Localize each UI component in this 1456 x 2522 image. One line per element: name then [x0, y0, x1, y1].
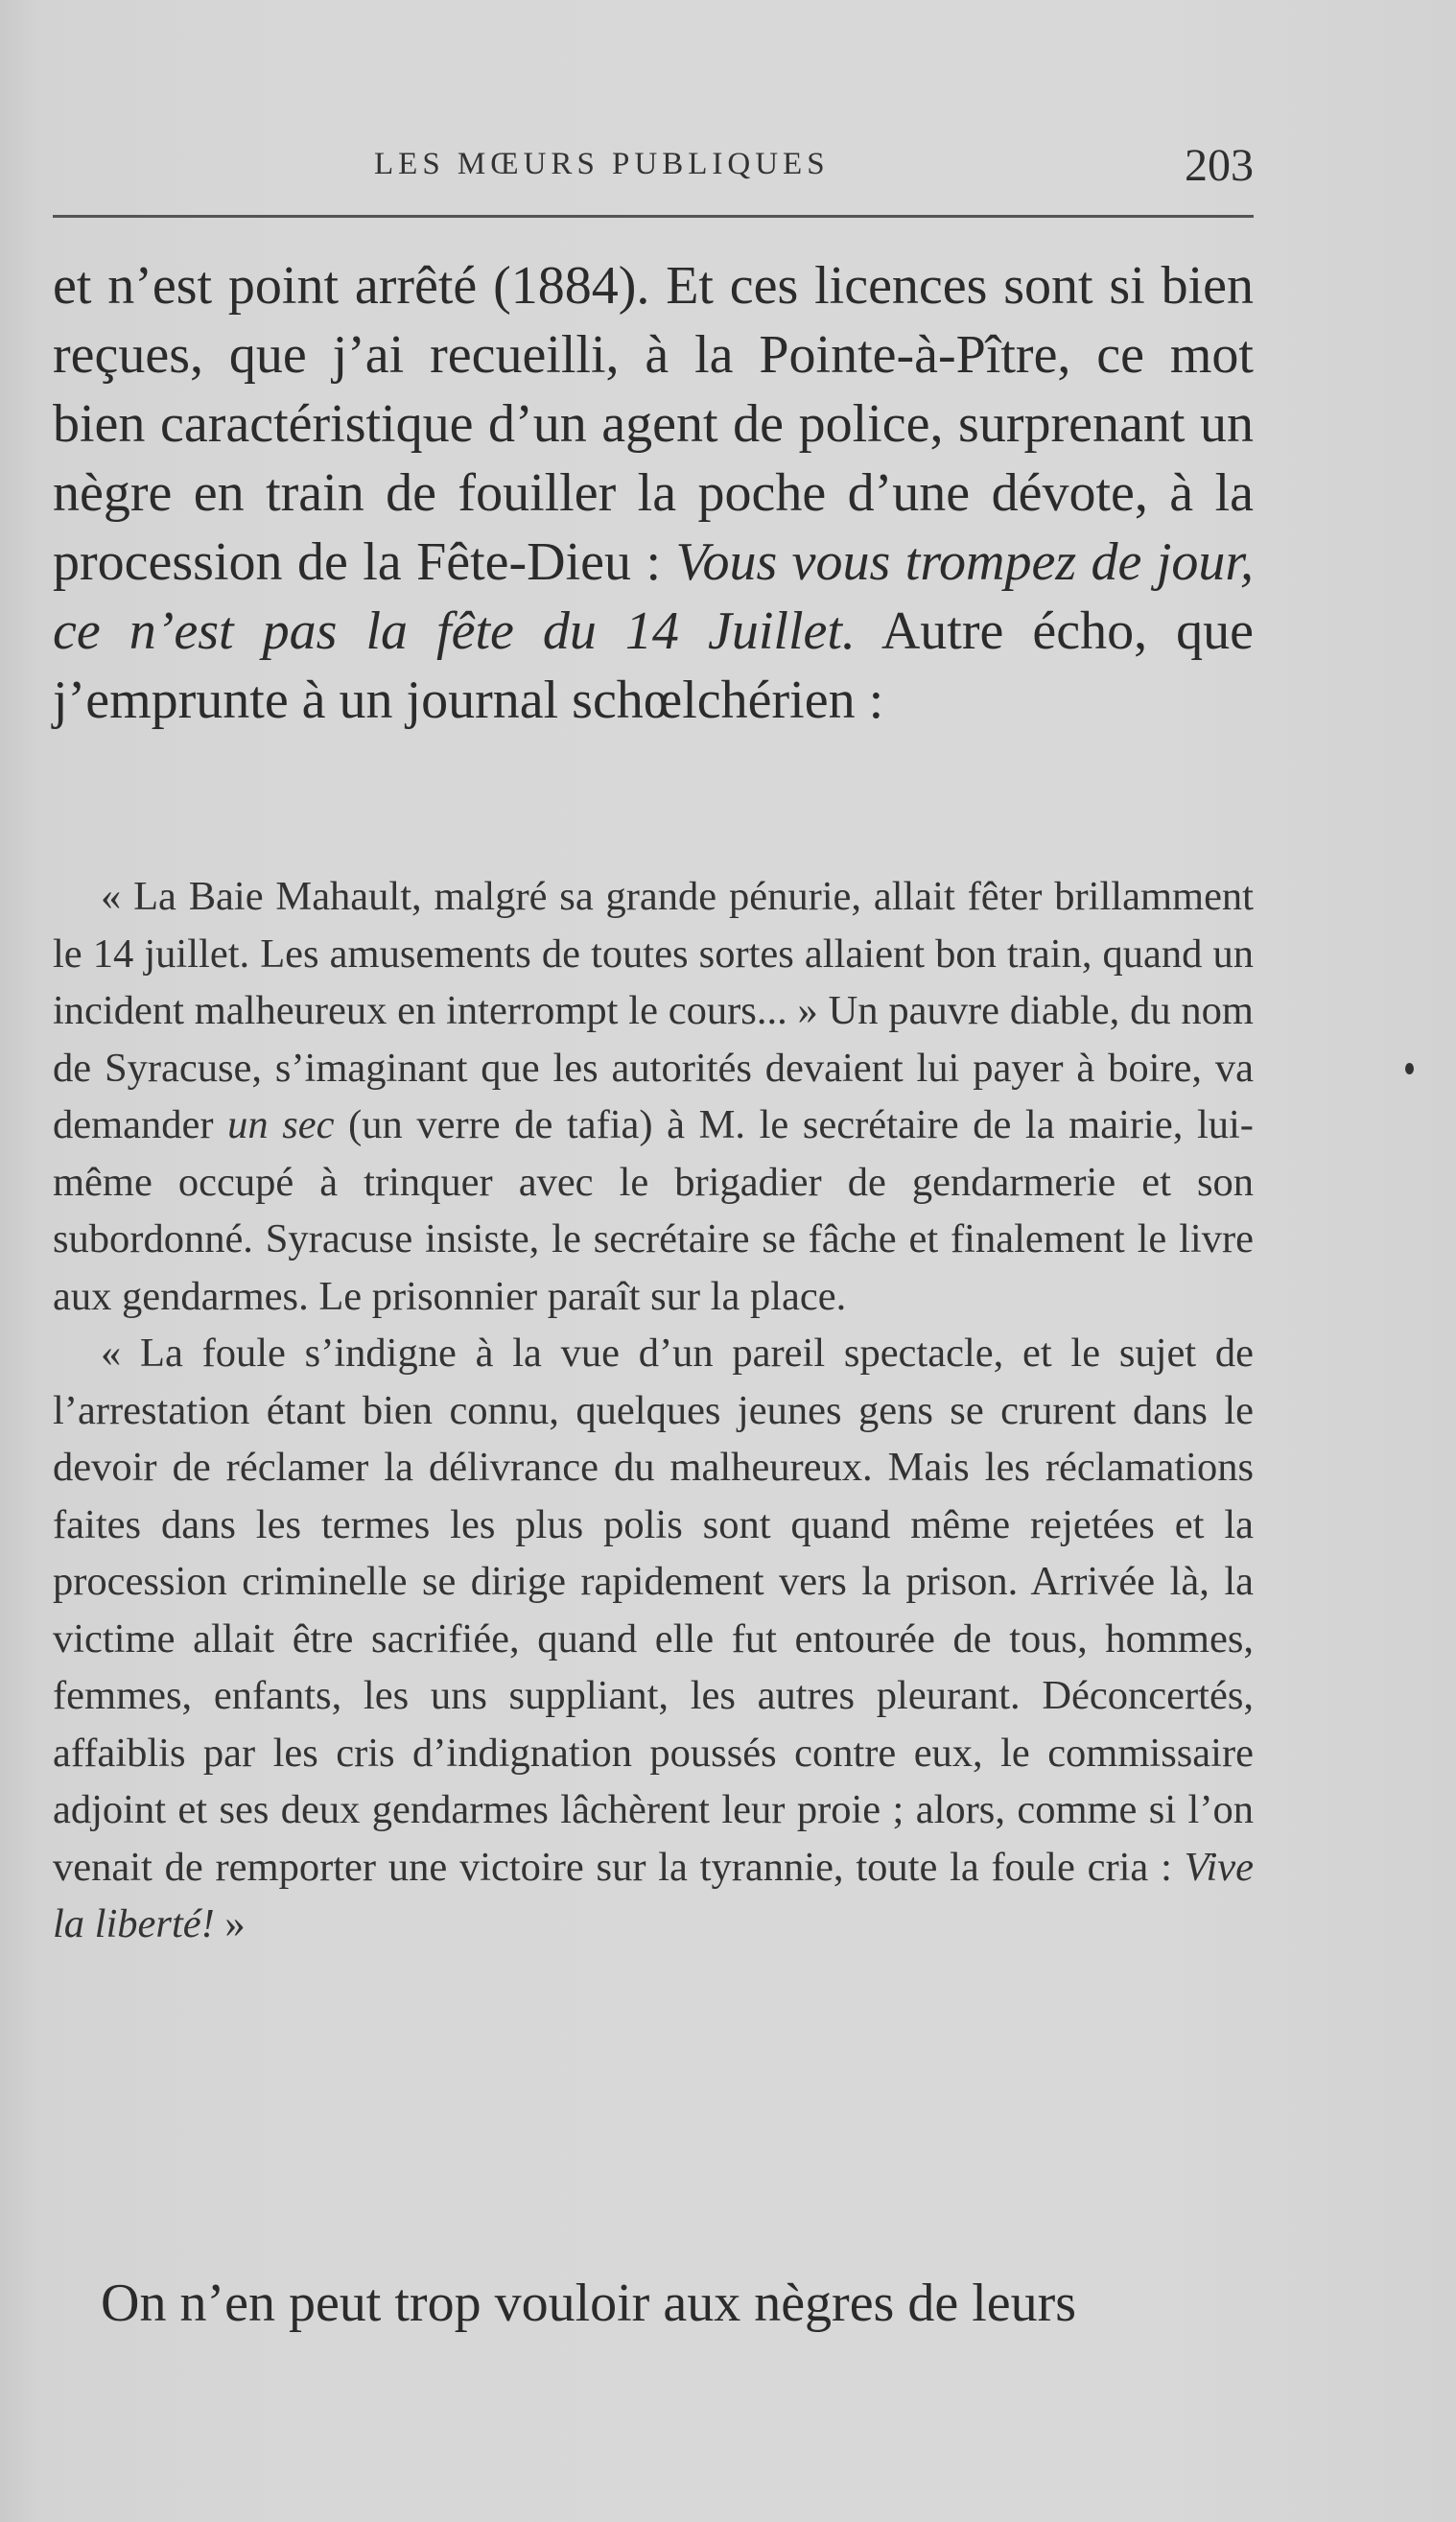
paragraph-1-end: Autre écho, que j’emprunte à un journal schœlchérien :	[53, 601, 1254, 730]
running-title: LES MŒURS PUBLIQUES	[374, 147, 830, 181]
header-rule	[53, 215, 1254, 218]
police-quote: Vous vous trompez de jour, ce n’est pas la fête du 14 Juillet.	[53, 532, 1254, 661]
quote-2-end: »	[214, 1901, 246, 1946]
body-paragraph	[53, 251, 1254, 735]
paragraph-1	[53, 251, 1254, 735]
block-quote	[53, 868, 1254, 1953]
final-line: On n’en peut trop vouloir aux nègres de leurs	[101, 2274, 1077, 2333]
paragraph-1-start: et n’est point arrêté (1884). Et ces licences sont si bien reçues, que j’ai recueilli, à la Pointe-à-Pître, ce mot bien caractéristique d’un agent de police, surprenant un nègre en train de fouiller la poche d’une dévote, à la procession de la Fête-Dieu :	[53, 256, 1254, 592]
final-paragraph	[53, 2269, 1254, 2338]
ink-speck	[1405, 1063, 1414, 1074]
quote-2-italic: Vive la liberté!	[53, 1844, 1254, 1946]
quote-paragraph-2	[53, 1325, 1254, 1953]
quote-1-end: (un verre de tafia) à M. le secrétaire de la mairie, lui-même occupé à trinquer avec le brigadier de gendarmerie et son subordonné. Syracuse insiste, le secrétaire se fâche et finalement le livre aux gendarmes. Le prisonnier paraît sur la place.	[53, 1102, 1254, 1319]
quote-paragraph-1	[53, 868, 1254, 1325]
page-header	[53, 139, 1254, 197]
quote-1-start: « La Baie Mahault, malgré sa grande pénurie, allait fêter brillamment le 14 juillet. Les amusements de toutes sortes allaient bon train, quand un incident malheureux en interrompt le cours... » Un pauvre diable, du nom de Syracuse, s’imaginant que les autorités devaient lui payer à boire, va demander	[53, 874, 1254, 1147]
quote-2-start: « La foule s’indigne à la vue d’un pareil spectacle, et le sujet de l’arrestation étant bien connu, quelques jeunes gens se crurent dans le devoir de réclamer la délivrance du malheureux. Mais les réclamations faites dans les termes les plus polis sont quand même rejetées et la procession criminelle se dirige rapidement vers la prison. Arrivée là, la victime allait être sacrifiée, quand elle fut entourée de tous, hommes, femmes, enfants, les uns suppliant, les autres pleurant. Déconcertés, affaiblis par les cris d’indignation poussés contre eux, le commissaire adjoint et ses deux gendarmes lâchèrent leur proie ; alors, comme si l’on venait de remporter une victoire sur la tyrannie, toute la foule cria :	[53, 1331, 1254, 1890]
quote-1-italic: un sec	[227, 1102, 335, 1147]
page-number: 203	[1185, 140, 1254, 191]
